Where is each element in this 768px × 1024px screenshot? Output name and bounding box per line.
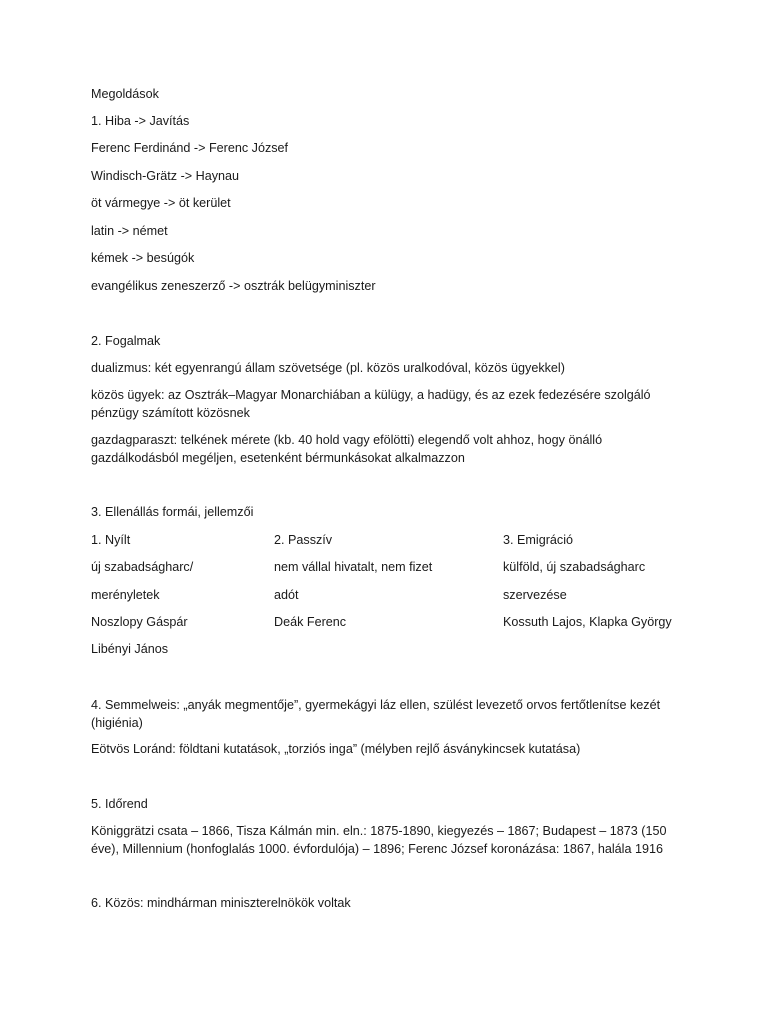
table-cell: új szabadságharc/ bbox=[91, 560, 194, 574]
correction-item: Ferenc Ferdinánd -> Ferenc József bbox=[91, 141, 289, 155]
timeline-paragraph: Königgrätzi csata – 1866, Tisza Kálmán min. eln.: 1875-1890, kiegyezés – 1867; Budapest – 1873 (150 éve), Millennium (honfoglalás 1000. évfordulója) – 1896; Ferenc József koronázása: 1867, halála 1916 bbox=[91, 824, 667, 856]
section-4-paragraph: Eötvös Loránd: földtani kutatások, „torziós inga” (mélyben rejlő ásványkincsek kutatása) bbox=[91, 742, 581, 756]
table-cell: szervezése bbox=[503, 588, 567, 602]
definition-paragraph: gazdagparaszt: telkének mérete (kb. 40 hold vagy efölötti) elegendő volt ahhoz, hogy önálló gazdálkodásból megéljen, esetenként bérmunkásokat alkalmazzon bbox=[91, 433, 603, 465]
correction-item: evangélikus zeneszerző -> osztrák belügyminiszter bbox=[91, 279, 376, 293]
document-title: Megoldások bbox=[91, 87, 159, 101]
column-header: 3. Emigráció bbox=[503, 533, 573, 547]
table-cell: Deák Ferenc bbox=[274, 615, 347, 629]
section-6-heading: 6. Közös: mindhárman miniszterelnökök voltak bbox=[91, 896, 351, 910]
table-cell: merényletek bbox=[91, 588, 160, 602]
table-cell: adót bbox=[274, 588, 299, 602]
table-cell: külföld, új szabadságharc bbox=[503, 560, 646, 574]
section-4-paragraph: 4. Semmelweis: „anyák megmentője”, gyermekágyi láz ellen, szülést levezető orvos fertőtlenítse kezét (higiénia) bbox=[91, 698, 661, 730]
correction-item: kémek -> besúgók bbox=[91, 251, 195, 265]
table-cell: Kossuth Lajos, Klapka György bbox=[503, 615, 672, 629]
column-header: 1. Nyílt bbox=[91, 533, 131, 547]
column-header: 2. Passzív bbox=[274, 533, 333, 547]
table-cell: nem vállal hivatalt, nem fizet bbox=[274, 560, 433, 574]
section-2-heading: 2. Fogalmak bbox=[91, 334, 161, 348]
correction-item: Windisch-Grätz -> Haynau bbox=[91, 169, 240, 183]
table-cell: Noszlopy Gáspár bbox=[91, 615, 188, 629]
definition-paragraph: közös ügyek: az Osztrák–Magyar Monarchiában a külügy, a hadügy, és az ezek fedezésére szolgáló pénzügy számított közösnek bbox=[91, 388, 651, 420]
section-5-heading: 5. Időrend bbox=[91, 797, 148, 811]
section-3-heading: 3. Ellenállás formái, jellemzői bbox=[91, 505, 254, 519]
definition-paragraph: dualizmus: két egyenrangú állam szövetsége (pl. közös uralkodóval, közös ügyekkel) bbox=[91, 361, 565, 375]
table-cell: Libényi János bbox=[91, 642, 169, 656]
correction-item: öt vármegye -> öt kerület bbox=[91, 196, 231, 210]
correction-item: latin -> német bbox=[91, 224, 168, 238]
section-1-heading: 1. Hiba -> Javítás bbox=[91, 114, 190, 128]
